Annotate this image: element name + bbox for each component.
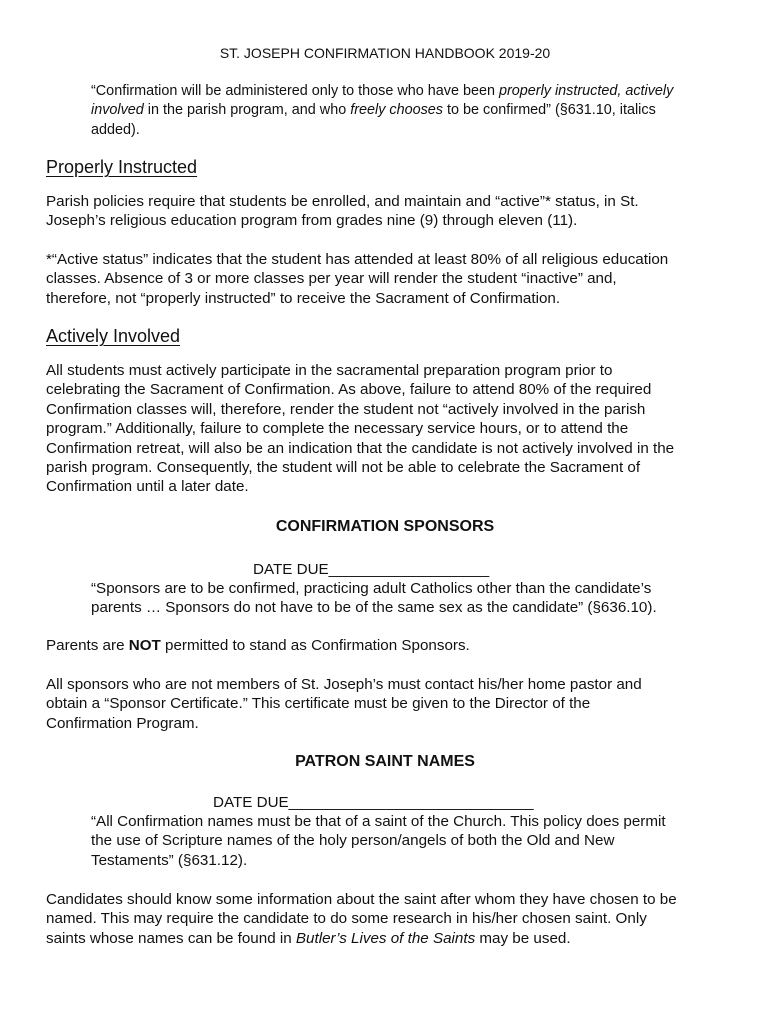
text-line: Confirmation Program. xyxy=(46,714,199,732)
text-span: may be used. xyxy=(475,929,571,947)
patron-saint-paragraph xyxy=(46,890,736,948)
patron-quote xyxy=(91,812,731,870)
text-line xyxy=(46,929,736,948)
text-line: obtain a “Sponsor Certificate.” This certificate must be given to the Director of the xyxy=(46,695,591,713)
text-line: named. This may require the candidate to do some research in his/her chosen saint. Only xyxy=(46,910,647,928)
active-status-paragraph xyxy=(46,250,736,308)
text-span: permitted to stand as Confirmation Sponsors. xyxy=(160,637,470,654)
sponsor-certificate-paragraph xyxy=(46,675,736,733)
intro-text: to be confirmed” (§631.10, italics xyxy=(443,102,656,119)
sponsors-quote xyxy=(91,579,731,618)
sponsors-heading: CONFIRMATION SPONSORS xyxy=(275,518,495,535)
patron-saint-heading: PATRON SAINT NAMES xyxy=(295,753,475,770)
text-line: “Sponsors are to be confirmed, practicing adult Catholics other than the candidate’s xyxy=(91,580,652,597)
text-span: saints whose names can be found in xyxy=(46,929,296,947)
text-line: celebrating the Sacrament of Confirmation. As above, failure to attend 80% of the required xyxy=(46,381,652,399)
patron-date-due: DATE DUE_____________________________ xyxy=(213,794,534,811)
page-header: ST. JOSEPH CONFIRMATION HANDBOOK 2019-20 xyxy=(219,45,551,61)
text-line: All sponsors who are not members of St. Joseph’s must contact his/her home pastor and xyxy=(46,676,642,693)
intro-text: in the parish program, and who xyxy=(143,102,351,119)
intro-italic: properly instructed, actively xyxy=(498,83,674,99)
text-line: *“Active status” indicates that the student has attended at least 80% of all religious education xyxy=(46,251,669,268)
intro-text: “Confirmation will be administered only to those who have been xyxy=(91,83,499,99)
section-heading-properly-instructed: Properly Instructed xyxy=(46,157,198,177)
intro-italic: freely chooses xyxy=(350,102,443,119)
properly-instructed-paragraph-1 xyxy=(46,192,736,231)
intro-line-3: added). xyxy=(91,121,140,138)
text-line: Confirmation classes will, therefore, render the student not “actively involved in the parish xyxy=(46,400,646,418)
text-line: parents … Sponsors do not have to be of the same sex as the candidate” (§636.10). xyxy=(91,599,657,617)
text-line: classes. Absence of 3 or more classes per year will render the student “inactive” and, xyxy=(46,270,617,288)
text-line: the use of Scripture names of the holy person/angels of both the Old and New xyxy=(91,832,615,850)
intro-italic: involved xyxy=(91,102,144,119)
intro-line-2 xyxy=(91,101,721,120)
intro-quote xyxy=(91,82,721,140)
text-line: All students must actively participate in the sacramental preparation program prior to xyxy=(46,362,613,379)
text-line: Parish policies require that students be enrolled, and maintain and “active”* status, in St. xyxy=(46,193,639,210)
parents-not-permitted xyxy=(46,636,736,655)
text-line: Candidates should know some information about the saint after whom they have chosen to be xyxy=(46,891,677,908)
text-line: Joseph’s religious education program from grades nine (9) through eleven (11). xyxy=(46,212,578,230)
text-line: Confirmation retreat, will also be an indication that the candidate is not actively involved in the xyxy=(46,439,675,457)
section-heading-actively-involved: Actively Involved xyxy=(46,326,181,346)
sponsors-date-due: DATE DUE___________________ xyxy=(253,561,490,578)
book-title: Butler’s Lives of the Saints xyxy=(295,929,476,947)
actively-involved-paragraph xyxy=(46,361,736,497)
text-line: Confirmation until a later date. xyxy=(46,478,249,496)
text-line: “All Confirmation names must be that of a saint of the Church. This policy does permit xyxy=(91,813,666,830)
text-line: Testaments” (§631.12). xyxy=(91,851,248,869)
intro-line-1 xyxy=(91,82,721,101)
text-line: therefore, not “properly instructed” to receive the Sacrament of Confirmation. xyxy=(46,289,561,307)
bold-not: NOT xyxy=(128,637,161,654)
text-span: Parents are xyxy=(46,637,129,654)
text-line: parish program. Consequently, the student will not be able to celebrate the Sacrament of xyxy=(46,459,641,477)
text-line: program.” Additionally, failure to complete the necessary service hours, or to attend the xyxy=(46,420,629,438)
